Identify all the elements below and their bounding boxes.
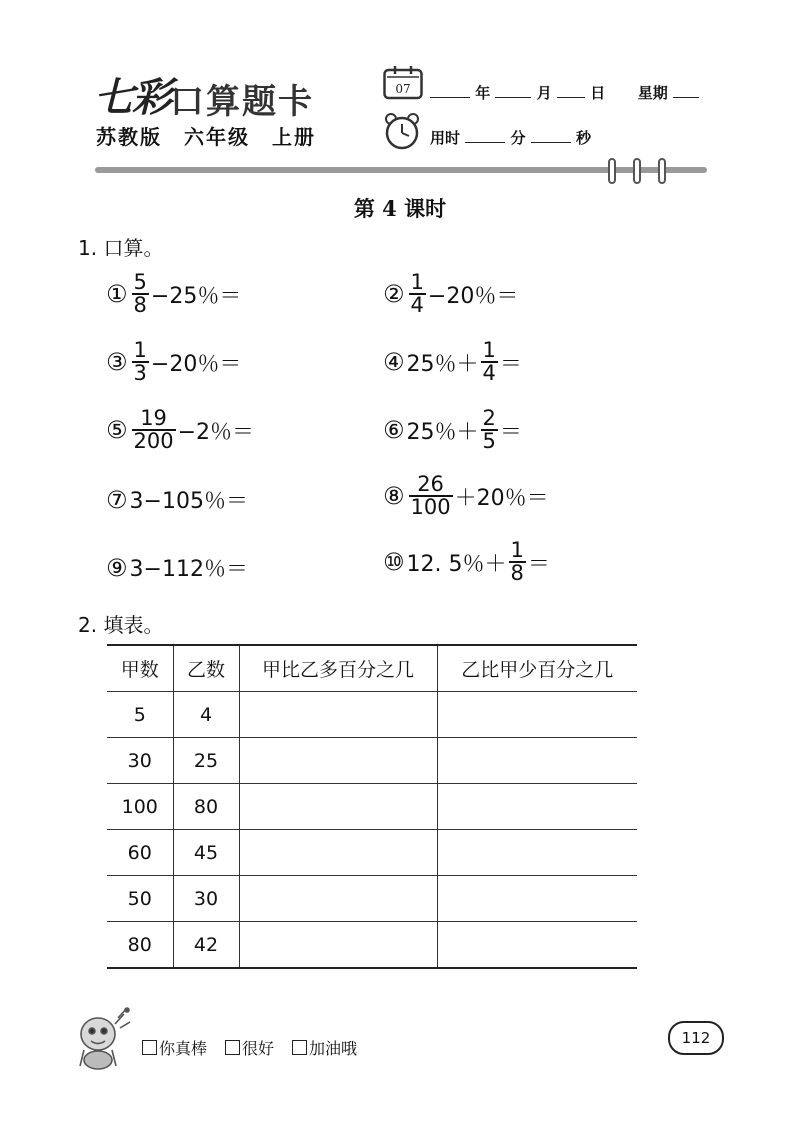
expression-rest: −25％＝ (150, 283, 242, 309)
problem-8 (383, 474, 549, 519)
expression-rest: ＝ (499, 419, 522, 445)
table-row (107, 876, 637, 922)
date-line (430, 82, 699, 103)
month-label: 月 (536, 84, 552, 102)
checkbox-icon[interactable] (292, 1040, 307, 1055)
answer-more-cell[interactable] (239, 738, 437, 784)
yi-cell: 45 (173, 830, 239, 876)
expression-rest: ＝ (527, 551, 550, 577)
brand-name-rest: 口算题卡 (170, 82, 314, 122)
problem-1 (106, 272, 241, 317)
fraction: $\frac{19}{200}$ (133, 406, 174, 454)
minutes-label: 分 (510, 129, 526, 147)
problem-2 (383, 272, 518, 317)
problem-number: ⑩ (383, 548, 405, 577)
section-2-title: 2. 填表。 (78, 613, 164, 637)
calendar-day: 07 (395, 82, 411, 96)
rating-label: 很好 (242, 1039, 275, 1058)
table-header-row (107, 645, 637, 692)
fraction: $\frac{2}{5}$ (482, 406, 496, 454)
problem-number: ⑦ (106, 485, 128, 514)
rating-label: 你真棒 (159, 1039, 208, 1058)
problem-number: ⑨ (106, 553, 128, 582)
expression-rest: −20％＝ (150, 351, 242, 377)
clock-icon (383, 112, 421, 154)
answer-less-cell[interactable] (437, 784, 637, 830)
problem-9 (106, 552, 248, 583)
table-row (107, 692, 637, 738)
expression-lead: 25％＋ (406, 419, 479, 445)
table-header: 甲数 (107, 645, 173, 692)
table-header: 乙比甲少百分之几 (437, 645, 637, 692)
page-number-text: 112 (681, 1029, 711, 1047)
fraction: $\frac{1}{4}$ (410, 270, 424, 318)
checkbox-icon[interactable] (142, 1040, 157, 1055)
year-label: 年 (475, 84, 491, 102)
minutes-blank[interactable] (465, 128, 505, 143)
jia-cell: 30 (107, 738, 173, 784)
expression-rest: ＝ (499, 351, 522, 377)
jia-cell: 60 (107, 830, 173, 876)
fraction: $\frac{5}{8}$ (133, 270, 147, 318)
problem-number: ② (383, 280, 405, 309)
problem-number: ⑤ (106, 416, 128, 445)
answer-more-cell[interactable] (239, 784, 437, 830)
problem-10 (383, 540, 550, 585)
rating-option-keep-going[interactable] (292, 1036, 357, 1059)
time-line (430, 127, 591, 148)
lesson-title: 第 4 课时 (353, 196, 447, 221)
mascot-icon (72, 1004, 136, 1076)
calendar-icon (383, 66, 423, 104)
rating-checkboxes (142, 1036, 375, 1059)
yi-cell: 80 (173, 784, 239, 830)
problem-number: ① (106, 280, 128, 309)
brand-logo (94, 66, 314, 123)
table-header: 甲比乙多百分之几 (239, 645, 437, 692)
expression-lead: 25％＋ (406, 351, 479, 377)
problem-number: ④ (383, 348, 405, 377)
answer-more-cell[interactable] (239, 876, 437, 922)
answer-more-cell[interactable] (239, 922, 437, 969)
fraction: $\frac{1}{8}$ (510, 538, 524, 586)
answer-less-cell[interactable] (437, 738, 637, 784)
fraction: $\frac{1}{4}$ (482, 338, 496, 386)
jia-cell: 80 (107, 922, 173, 969)
edition-subtitle: 苏教版 六年级 上册 (96, 125, 316, 149)
year-blank[interactable] (430, 83, 470, 98)
expression-text: 3−112％＝ (129, 557, 248, 582)
problem-number: ⑧ (383, 482, 405, 511)
month-blank[interactable] (495, 83, 531, 98)
problem-3 (106, 340, 241, 385)
brand-name-first: 七彩 (94, 74, 170, 121)
binder-rings-icon (604, 157, 674, 189)
day-blank[interactable] (557, 83, 585, 98)
jia-cell: 5 (107, 692, 173, 738)
yi-cell: 25 (173, 738, 239, 784)
jia-cell: 50 (107, 876, 173, 922)
answer-more-cell[interactable] (239, 830, 437, 876)
table-row (107, 922, 637, 969)
expression-text: 3−105％＝ (129, 489, 248, 514)
rating-label: 加油哦 (309, 1039, 358, 1058)
problem-7 (106, 484, 248, 515)
fill-in-table (107, 644, 637, 969)
rating-option-good[interactable] (225, 1036, 274, 1059)
expression-rest: −20％＝ (427, 283, 519, 309)
fraction: $\frac{26}{100}$ (410, 472, 451, 520)
rating-option-great[interactable] (142, 1036, 207, 1059)
jia-cell: 100 (107, 784, 173, 830)
yi-cell: 30 (173, 876, 239, 922)
problem-number: ⑥ (383, 416, 405, 445)
weekday-label: 星期 (637, 84, 668, 102)
answer-less-cell[interactable] (437, 692, 637, 738)
answer-less-cell[interactable] (437, 830, 637, 876)
expression-lead: 12. 5％＋ (406, 551, 507, 577)
answer-more-cell[interactable] (239, 692, 437, 738)
yi-cell: 4 (173, 692, 239, 738)
expression-rest: ＋20％＝ (454, 485, 549, 511)
yi-cell: 42 (173, 922, 239, 969)
fraction: $\frac{1}{3}$ (133, 338, 147, 386)
problem-6 (383, 408, 522, 453)
seconds-blank[interactable] (531, 128, 571, 143)
expression-rest: −2％＝ (177, 419, 255, 445)
answer-less-cell[interactable] (437, 876, 637, 922)
problem-number: ③ (106, 348, 128, 377)
table-row (107, 830, 637, 876)
answer-less-cell[interactable] (437, 922, 637, 969)
time-label: 用时 (430, 129, 461, 147)
problem-5 (106, 408, 254, 453)
problem-4 (383, 340, 522, 385)
day-label: 日 (590, 84, 606, 102)
checkbox-icon[interactable] (225, 1040, 240, 1055)
table-row (107, 738, 637, 784)
page-number (668, 1021, 724, 1055)
table-header: 乙数 (173, 645, 239, 692)
weekday-blank[interactable] (673, 83, 699, 98)
seconds-label: 秒 (575, 129, 591, 147)
section-1-title: 1. 口算。 (78, 236, 164, 260)
table-row (107, 784, 637, 830)
